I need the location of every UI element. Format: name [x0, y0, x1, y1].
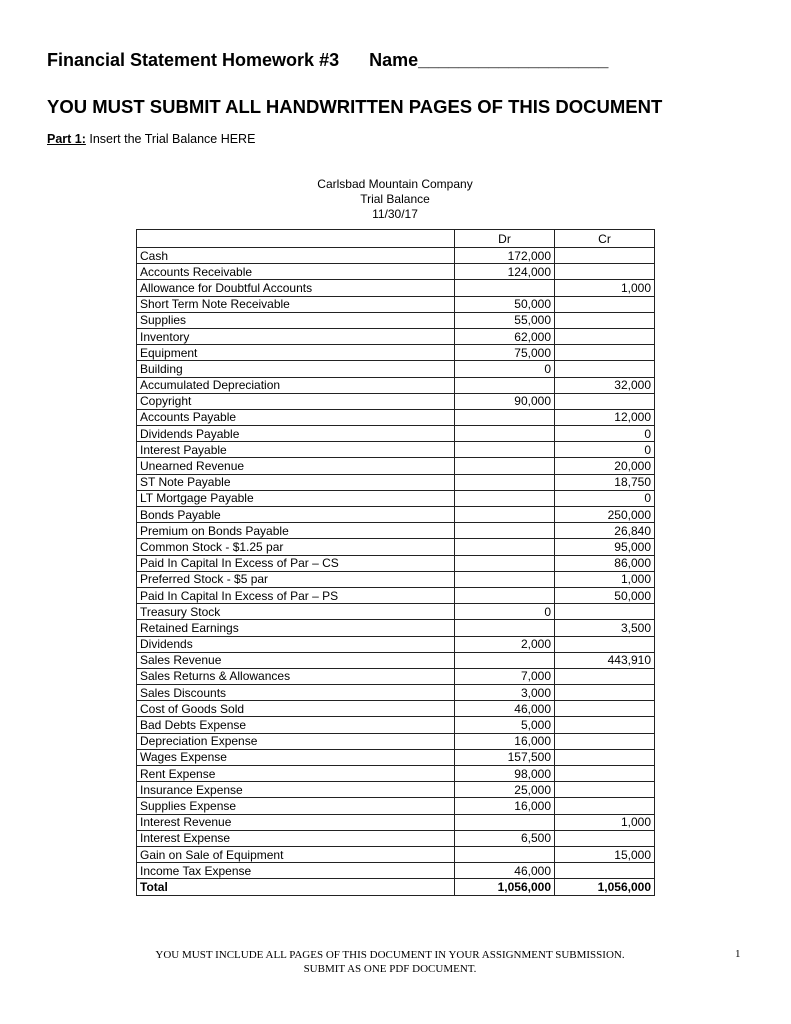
footer-line-1: YOU MUST INCLUDE ALL PAGES OF THIS DOCUMENT IN YOUR ASSIGNMENT SUBMISSION. — [155, 949, 625, 961]
debit-cell — [455, 571, 555, 587]
account-cell: Treasury Stock — [137, 604, 455, 620]
account-cell: Accounts Receivable — [137, 264, 455, 280]
debit-cell — [455, 474, 555, 490]
table-row — [137, 523, 655, 539]
credit-cell — [555, 296, 655, 312]
account-cell: Supplies — [137, 312, 455, 328]
table-row — [137, 798, 655, 814]
debit-cell: 3,000 — [455, 685, 555, 701]
account-cell: Cash — [137, 248, 455, 264]
account-cell: Sales Revenue — [137, 652, 455, 668]
debit-cell: 1,056,000 — [455, 879, 555, 895]
company-name: Carlsbad Mountain Company — [317, 177, 473, 191]
table-row — [137, 507, 655, 523]
table-row — [137, 636, 655, 652]
table-row — [137, 814, 655, 830]
credit-cell — [555, 733, 655, 749]
footer-line-2: SUBMIT AS ONE PDF DOCUMENT. — [303, 963, 477, 975]
table-row — [137, 555, 655, 571]
credit-cell: 0 — [555, 426, 655, 442]
account-cell: Retained Earnings — [137, 620, 455, 636]
credit-cell — [555, 863, 655, 879]
debit-cell: 50,000 — [455, 296, 555, 312]
debit-cell: 46,000 — [455, 863, 555, 879]
account-cell: Short Term Note Receivable — [137, 296, 455, 312]
credit-cell — [555, 328, 655, 344]
total-row — [137, 879, 655, 895]
table-row — [137, 863, 655, 879]
part-1-instruction — [47, 132, 255, 146]
debit-cell: 55,000 — [455, 312, 555, 328]
table-row — [137, 668, 655, 684]
account-cell: Bad Debts Expense — [137, 717, 455, 733]
debit-cell: 90,000 — [455, 393, 555, 409]
account-cell: Interest Expense — [137, 830, 455, 846]
debit-cell: 16,000 — [455, 798, 555, 814]
account-cell: Paid In Capital In Excess of Par – PS — [137, 587, 455, 603]
part-text: Insert the Trial Balance HERE — [85, 132, 256, 146]
table-row — [137, 539, 655, 555]
account-cell: Equipment — [137, 345, 455, 361]
debit-cell: 62,000 — [455, 328, 555, 344]
debit-cell — [455, 555, 555, 571]
table-row — [137, 749, 655, 765]
account-cell: Building — [137, 361, 455, 377]
debit-cell: 75,000 — [455, 345, 555, 361]
table-row — [137, 571, 655, 587]
title-text: Financial Statement Homework #3 — [47, 50, 340, 70]
account-cell: Preferred Stock - $5 par — [137, 571, 455, 587]
account-cell: Allowance for Doubtful Accounts — [137, 280, 455, 296]
homework-title — [47, 50, 608, 71]
account-cell: Total — [137, 879, 455, 895]
account-cell: Wages Expense — [137, 749, 455, 765]
statement-title: Trial Balance — [360, 192, 430, 206]
debit-cell — [455, 507, 555, 523]
account-cell: LT Mortgage Payable — [137, 490, 455, 506]
table-row — [137, 409, 655, 425]
table-row — [137, 652, 655, 668]
credit-cell — [555, 668, 655, 684]
credit-cell — [555, 264, 655, 280]
debit-cell — [455, 814, 555, 830]
table-row — [137, 685, 655, 701]
credit-cell: 50,000 — [555, 587, 655, 603]
debit-cell: 98,000 — [455, 766, 555, 782]
account-cell: Accounts Payable — [137, 409, 455, 425]
table-row — [137, 474, 655, 490]
account-cell: Cost of Goods Sold — [137, 701, 455, 717]
debit-cell: 7,000 — [455, 668, 555, 684]
credit-cell: 1,000 — [555, 280, 655, 296]
table-row — [137, 717, 655, 733]
credit-cell — [555, 830, 655, 846]
credit-header: Cr — [555, 230, 655, 248]
credit-cell: 18,750 — [555, 474, 655, 490]
debit-cell: 0 — [455, 361, 555, 377]
account-cell: Interest Payable — [137, 442, 455, 458]
instruction-heading: YOU MUST SUBMIT ALL HANDWRITTEN PAGES OF THIS DOCUMENT — [47, 96, 663, 117]
credit-cell — [555, 393, 655, 409]
table-row — [137, 620, 655, 636]
debit-cell — [455, 458, 555, 474]
table-header — [137, 230, 655, 248]
debit-cell: 5,000 — [455, 717, 555, 733]
credit-cell: 0 — [555, 490, 655, 506]
credit-cell: 86,000 — [555, 555, 655, 571]
trial-balance-heading — [136, 177, 654, 222]
statement-date: 11/30/17 — [372, 207, 418, 221]
credit-cell — [555, 248, 655, 264]
account-cell: Rent Expense — [137, 766, 455, 782]
table-row — [137, 733, 655, 749]
credit-cell — [555, 604, 655, 620]
account-cell: Dividends — [137, 636, 455, 652]
part-label: Part 1: — [47, 132, 86, 146]
table-row — [137, 345, 655, 361]
account-cell: Common Stock - $1.25 par — [137, 539, 455, 555]
table-row — [137, 830, 655, 846]
debit-cell — [455, 409, 555, 425]
table-row — [137, 312, 655, 328]
credit-cell — [555, 782, 655, 798]
account-cell: Premium on Bonds Payable — [137, 523, 455, 539]
credit-cell: 0 — [555, 442, 655, 458]
trial-balance-table — [136, 229, 655, 896]
debit-cell — [455, 377, 555, 393]
name-field: Name___________________ — [369, 50, 609, 70]
debit-cell: 157,500 — [455, 749, 555, 765]
debit-header: Dr — [455, 230, 555, 248]
credit-cell: 95,000 — [555, 539, 655, 555]
table-row — [137, 393, 655, 409]
table-row — [137, 248, 655, 264]
credit-cell — [555, 798, 655, 814]
account-cell: Sales Discounts — [137, 685, 455, 701]
credit-cell: 443,910 — [555, 652, 655, 668]
account-cell: Depreciation Expense — [137, 733, 455, 749]
credit-cell: 1,056,000 — [555, 879, 655, 895]
debit-cell — [455, 490, 555, 506]
account-cell: ST Note Payable — [137, 474, 455, 490]
account-cell: Interest Revenue — [137, 814, 455, 830]
debit-cell — [455, 587, 555, 603]
credit-cell: 32,000 — [555, 377, 655, 393]
account-cell: Inventory — [137, 328, 455, 344]
debit-cell — [455, 539, 555, 555]
credit-cell — [555, 685, 655, 701]
table-row — [137, 264, 655, 280]
credit-cell — [555, 312, 655, 328]
table-row — [137, 701, 655, 717]
credit-cell — [555, 766, 655, 782]
table-row — [137, 280, 655, 296]
table-row — [137, 846, 655, 862]
credit-cell — [555, 345, 655, 361]
credit-cell — [555, 717, 655, 733]
credit-cell — [555, 749, 655, 765]
credit-cell: 20,000 — [555, 458, 655, 474]
debit-cell: 124,000 — [455, 264, 555, 280]
table-row — [137, 587, 655, 603]
page-number: 1 — [735, 948, 741, 960]
account-cell: Sales Returns & Allowances — [137, 668, 455, 684]
account-cell: Insurance Expense — [137, 782, 455, 798]
table-row — [137, 328, 655, 344]
debit-cell: 46,000 — [455, 701, 555, 717]
credit-cell: 1,000 — [555, 571, 655, 587]
account-cell: Supplies Expense — [137, 798, 455, 814]
credit-cell: 250,000 — [555, 507, 655, 523]
account-cell: Paid In Capital In Excess of Par – CS — [137, 555, 455, 571]
debit-cell: 16,000 — [455, 733, 555, 749]
table-row — [137, 296, 655, 312]
debit-cell — [455, 442, 555, 458]
debit-cell: 0 — [455, 604, 555, 620]
debit-cell — [455, 280, 555, 296]
credit-cell: 26,840 — [555, 523, 655, 539]
account-cell: Unearned Revenue — [137, 458, 455, 474]
footer-note — [90, 948, 690, 976]
account-cell: Income Tax Expense — [137, 863, 455, 879]
account-cell: Accumulated Depreciation — [137, 377, 455, 393]
debit-cell — [455, 523, 555, 539]
table-row — [137, 766, 655, 782]
debit-cell: 172,000 — [455, 248, 555, 264]
debit-cell: 2,000 — [455, 636, 555, 652]
credit-cell: 15,000 — [555, 846, 655, 862]
debit-cell: 6,500 — [455, 830, 555, 846]
credit-cell: 3,500 — [555, 620, 655, 636]
credit-cell — [555, 361, 655, 377]
debit-cell: 25,000 — [455, 782, 555, 798]
debit-cell — [455, 426, 555, 442]
account-cell: Dividends Payable — [137, 426, 455, 442]
credit-cell: 12,000 — [555, 409, 655, 425]
debit-cell — [455, 620, 555, 636]
table-row — [137, 442, 655, 458]
debit-cell — [455, 652, 555, 668]
account-cell: Gain on Sale of Equipment — [137, 846, 455, 862]
credit-cell — [555, 636, 655, 652]
table-row — [137, 490, 655, 506]
account-cell: Copyright — [137, 393, 455, 409]
table-row — [137, 604, 655, 620]
table-row — [137, 426, 655, 442]
credit-cell: 1,000 — [555, 814, 655, 830]
table-row — [137, 377, 655, 393]
account-cell: Bonds Payable — [137, 507, 455, 523]
debit-cell — [455, 846, 555, 862]
table-row — [137, 361, 655, 377]
credit-cell — [555, 701, 655, 717]
table-row — [137, 458, 655, 474]
table-row — [137, 782, 655, 798]
